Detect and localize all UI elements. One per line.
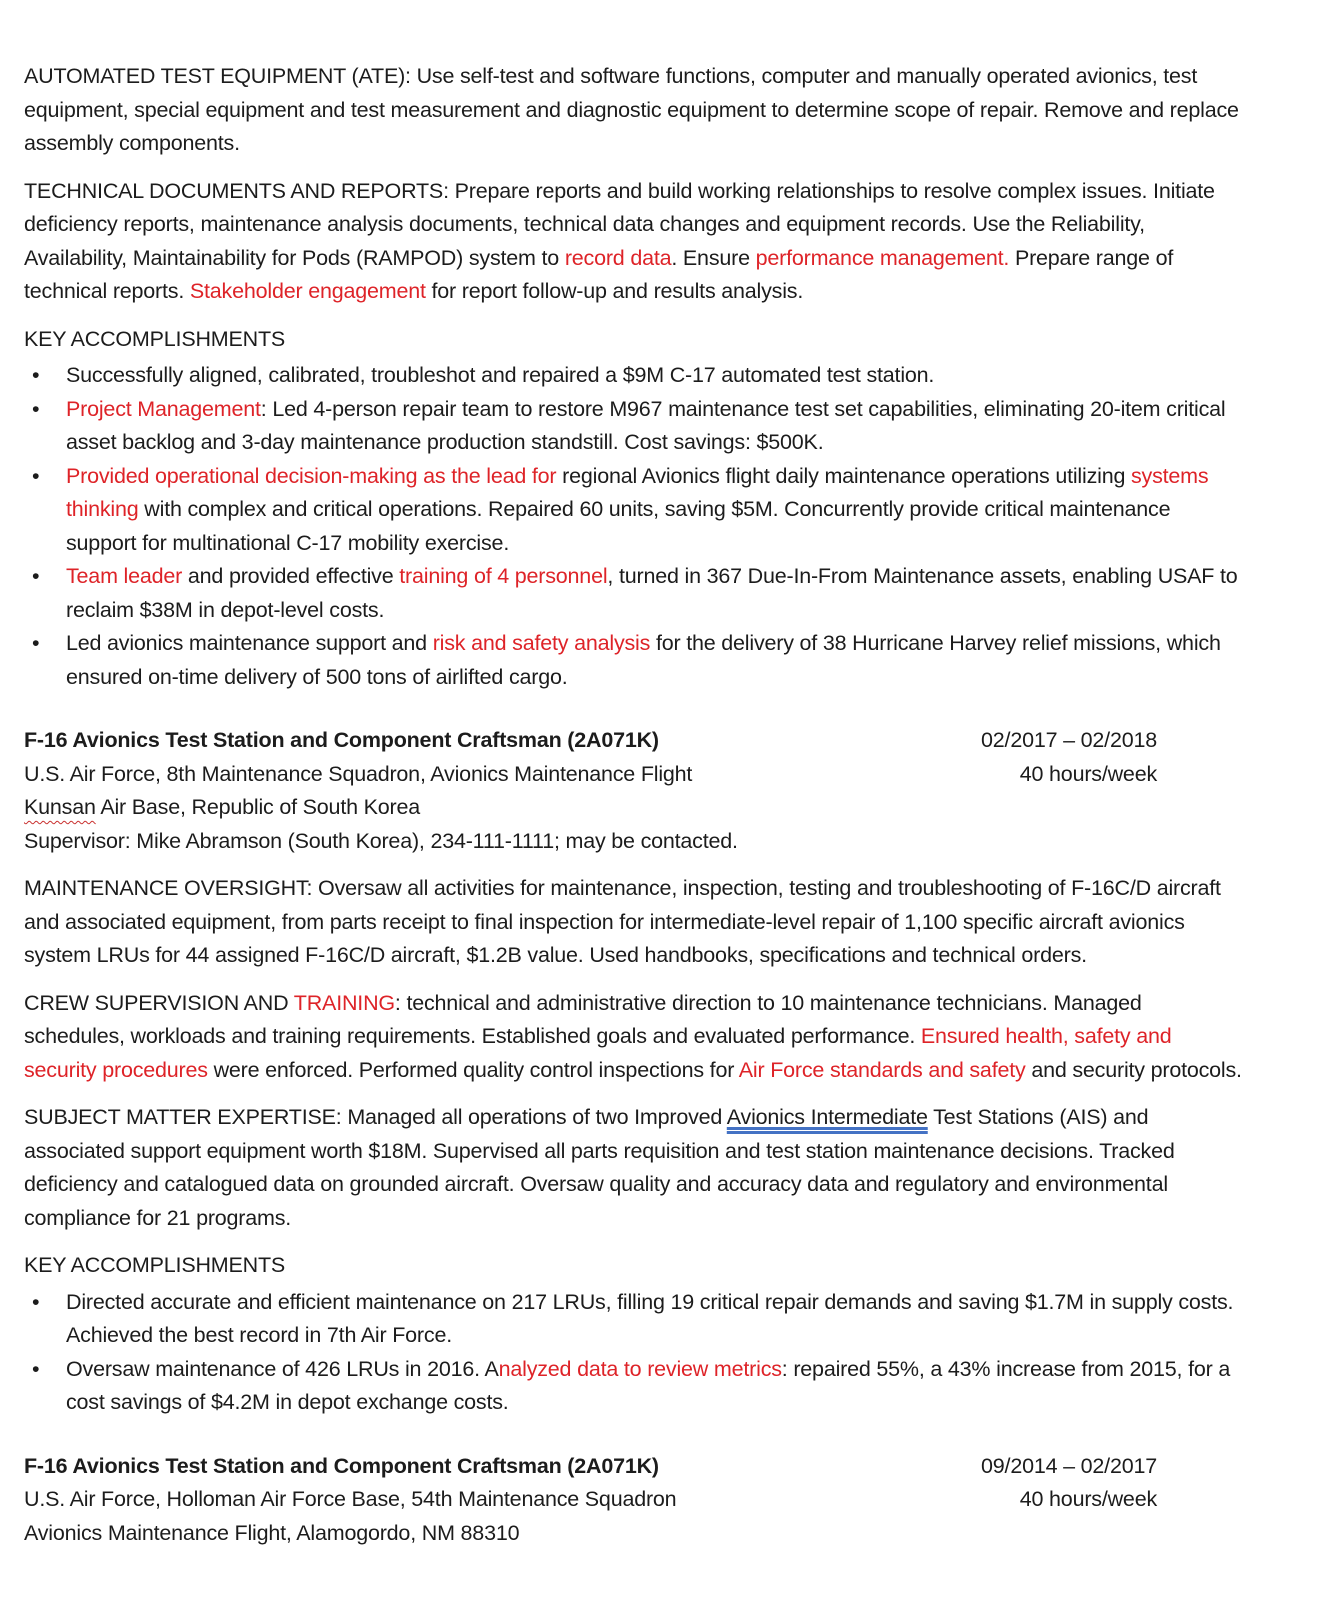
bullet-item — [24, 460, 1242, 561]
job-header-row — [24, 1450, 1242, 1484]
document-body — [24, 60, 1242, 1550]
text-run: for report follow-up and results analysis. — [425, 279, 804, 303]
bullet-marker-icon: • — [32, 363, 40, 387]
job-header-row — [24, 724, 1242, 758]
text-run: : repaired 55%, a 43% increase from 2015, for a cost savings of $4.2M in depot exchange costs. — [66, 1356, 1231, 1414]
text-run: and security protocols. — [1025, 1057, 1242, 1082]
red-text-run: systems thinking — [66, 463, 1209, 521]
job-header-row — [24, 758, 1242, 792]
bullet-text — [66, 1286, 1242, 1353]
bullet-item — [24, 627, 1242, 694]
job-detail-line — [24, 791, 1242, 825]
squiggly-text-run: Kunsan — [24, 795, 96, 819]
bullet-text — [66, 393, 1242, 460]
text-run: Oversaw maintenance of 426 LRUs in 2016. A — [66, 1356, 499, 1381]
red-text-run: performance management. — [755, 245, 1010, 270]
job-organization: U.S. Air Force, 8th Maintenance Squadron, Avionics Maintenance Flight — [24, 761, 693, 786]
bullet-item — [24, 1353, 1242, 1420]
paragraph — [24, 987, 1242, 1088]
section-heading — [24, 1249, 1242, 1283]
bullet-list — [24, 359, 1242, 694]
red-text-run: training of 4 personnel — [399, 564, 608, 588]
bullet-text — [66, 359, 1242, 393]
text-run: Supervisor: Mike Abramson (South Korea), 234-111-1111; may be contacted. — [24, 828, 738, 853]
text-run: regional Avionics flight daily maintenance operations utilizing — [556, 463, 1131, 488]
heading-text: KEY ACCOMPLISHMENTS — [24, 1253, 286, 1277]
red-text-run: record data — [564, 245, 672, 270]
job-header-row — [24, 1483, 1242, 1517]
blueline-text-run: Avionics Intermediate — [726, 1105, 928, 1129]
job-dates: 02/2017 – 02/2018 — [981, 728, 1157, 752]
paragraph — [24, 175, 1242, 309]
job-detail-line — [24, 1517, 1242, 1551]
red-text-run: risk and safety analysis — [432, 631, 651, 655]
job-hours: 40 hours/week — [1019, 1487, 1157, 1511]
paragraph — [24, 60, 1242, 161]
text-run: TECHNICAL DOCUMENTS AND REPORTS: Prepare reports and build working relationships to resolve complex issues. Initiate deficiency reports, maintenance analysis documents, technical data changes and equipment records. Use the Reliability, Availability, Maintainability for Pods (RAMPOD) system to — [24, 178, 1215, 270]
red-text-run: Stakeholder engagement — [189, 279, 426, 303]
job-title: F-16 Avionics Test Station and Component Craftsman (2A071K) — [24, 1453, 659, 1478]
text-run: AUTOMATED TEST EQUIPMENT (ATE): Use self-test and software functions, computer and manually operated avionics, test equipment, special equipment and test measurement and diagnostic equipment to determine scope of repair. Remove and replace assembly components. — [24, 64, 1239, 155]
text-run: Successfully aligned, calibrated, troubleshot and repaired a $9M C-17 automated test station. — [66, 363, 935, 387]
job-header — [24, 1450, 1242, 1551]
bullet-text — [66, 1353, 1242, 1420]
red-text-run: Air Force standards and safety — [738, 1057, 1026, 1082]
text-run: . Ensure — [671, 245, 756, 270]
job-detail-line — [24, 825, 1242, 859]
text-run: were enforced. Performed quality control inspections for — [207, 1057, 739, 1082]
bullet-item — [24, 359, 1242, 393]
heading-text: KEY ACCOMPLISHMENTS — [24, 326, 286, 351]
job-dates: 09/2014 – 02/2017 — [981, 1453, 1157, 1478]
red-text-run: Ensured health, safety and security procedures — [24, 1024, 1172, 1082]
text-run: with complex and critical operations. Repaired 60 units, saving $5M. Concurrently provide critical maintenance support for multinational C-17 mobility exercise. — [66, 497, 1171, 555]
red-text-run: Provided operational decision-making as the lead for — [66, 463, 557, 488]
text-run: Prepare range of technical reports. — [24, 245, 1174, 303]
text-run: MAINTENANCE OVERSIGHT: Oversaw all activities for maintenance, inspection, testing and troubleshooting of F-16C/D aircraft and associated equipment, from parts receipt to final inspection for intermediate-level repair of 1,100 specific aircraft avionics system LRUs for 44 assigned F-16C/D aircraft, $1.2B value. Used handbooks, specifications and technical orders. — [24, 876, 1221, 967]
text-run: for the delivery of 38 Hurricane Harvey relief missions, which ensured on-time delivery of 500 tons of airlifted cargo. — [66, 631, 1221, 689]
text-run: Directed accurate and efficient maintenance on 217 LRUs, filling 19 critical repair demands and saving $1.7M in supply costs. Achieved the best record in 7th Air Force. — [66, 1289, 1234, 1347]
paragraph — [24, 1101, 1242, 1235]
bullet-item — [24, 393, 1242, 460]
bullet-list — [24, 1286, 1242, 1420]
bullet-marker-icon: • — [32, 396, 40, 421]
bullet-text — [66, 560, 1242, 627]
red-text-run: Team leader — [66, 564, 183, 588]
bullet-text — [66, 460, 1242, 561]
bullet-item — [24, 1286, 1242, 1353]
text-run: and provided effective — [182, 564, 400, 588]
text-run: : Led 4-person repair team to restore M967 maintenance test set capabilities, eliminating 20-item critical asset backlog and 3-day maintenance production standstill. Cost savings: $500K. — [66, 396, 1226, 454]
job-title: F-16 Avionics Test Station and Component Craftsman (2A071K) — [24, 728, 659, 752]
job-header — [24, 724, 1242, 858]
text-run: SUBJECT MATTER EXPERTISE: Managed all operations of two Improved — [24, 1105, 727, 1129]
text-run: , turned in 367 Due-In-From Maintenance assets, enabling USAF to reclaim $38M in depot-level costs. — [66, 564, 1238, 622]
text-run: : technical and administrative direction to 10 maintenance technicians. Managed schedules, workloads and training requirements. Established goals and evaluated performance. — [24, 990, 1142, 1048]
bullet-marker-icon: • — [32, 564, 40, 588]
bullet-item — [24, 560, 1242, 627]
text-run: CREW SUPERVISION AND — [24, 990, 294, 1015]
text-run: Led avionics maintenance support and — [66, 631, 433, 655]
section-heading — [24, 323, 1242, 357]
red-text-run: Project Management — [66, 396, 261, 421]
job-organization: U.S. Air Force, Holloman Air Force Base, 54th Maintenance Squadron — [24, 1487, 677, 1511]
text-run: Air Base, Republic of South Korea — [95, 795, 420, 819]
text-run: Test Stations (AIS) and associated support equipment worth $18M. Supervised all parts requisition and test station maintenance decisions. Tracked deficiency and catalogued data on grounded aircraft. Oversaw quality and accuracy data and regulatory and environmental compliance for 21 programs. — [24, 1105, 1175, 1230]
bullet-marker-icon: • — [32, 463, 40, 488]
red-text-run: TRAINING — [293, 990, 395, 1015]
bullet-marker-icon: • — [32, 1356, 40, 1381]
bullet-marker-icon: • — [32, 631, 40, 655]
job-hours: 40 hours/week — [1019, 761, 1157, 786]
text-run: Avionics Maintenance Flight, Alamogordo, NM 88310 — [24, 1520, 520, 1545]
red-text-run: nalyzed data to review metrics — [498, 1356, 782, 1381]
bullet-marker-icon: • — [32, 1289, 40, 1314]
bullet-text — [66, 627, 1242, 694]
paragraph — [24, 872, 1242, 973]
